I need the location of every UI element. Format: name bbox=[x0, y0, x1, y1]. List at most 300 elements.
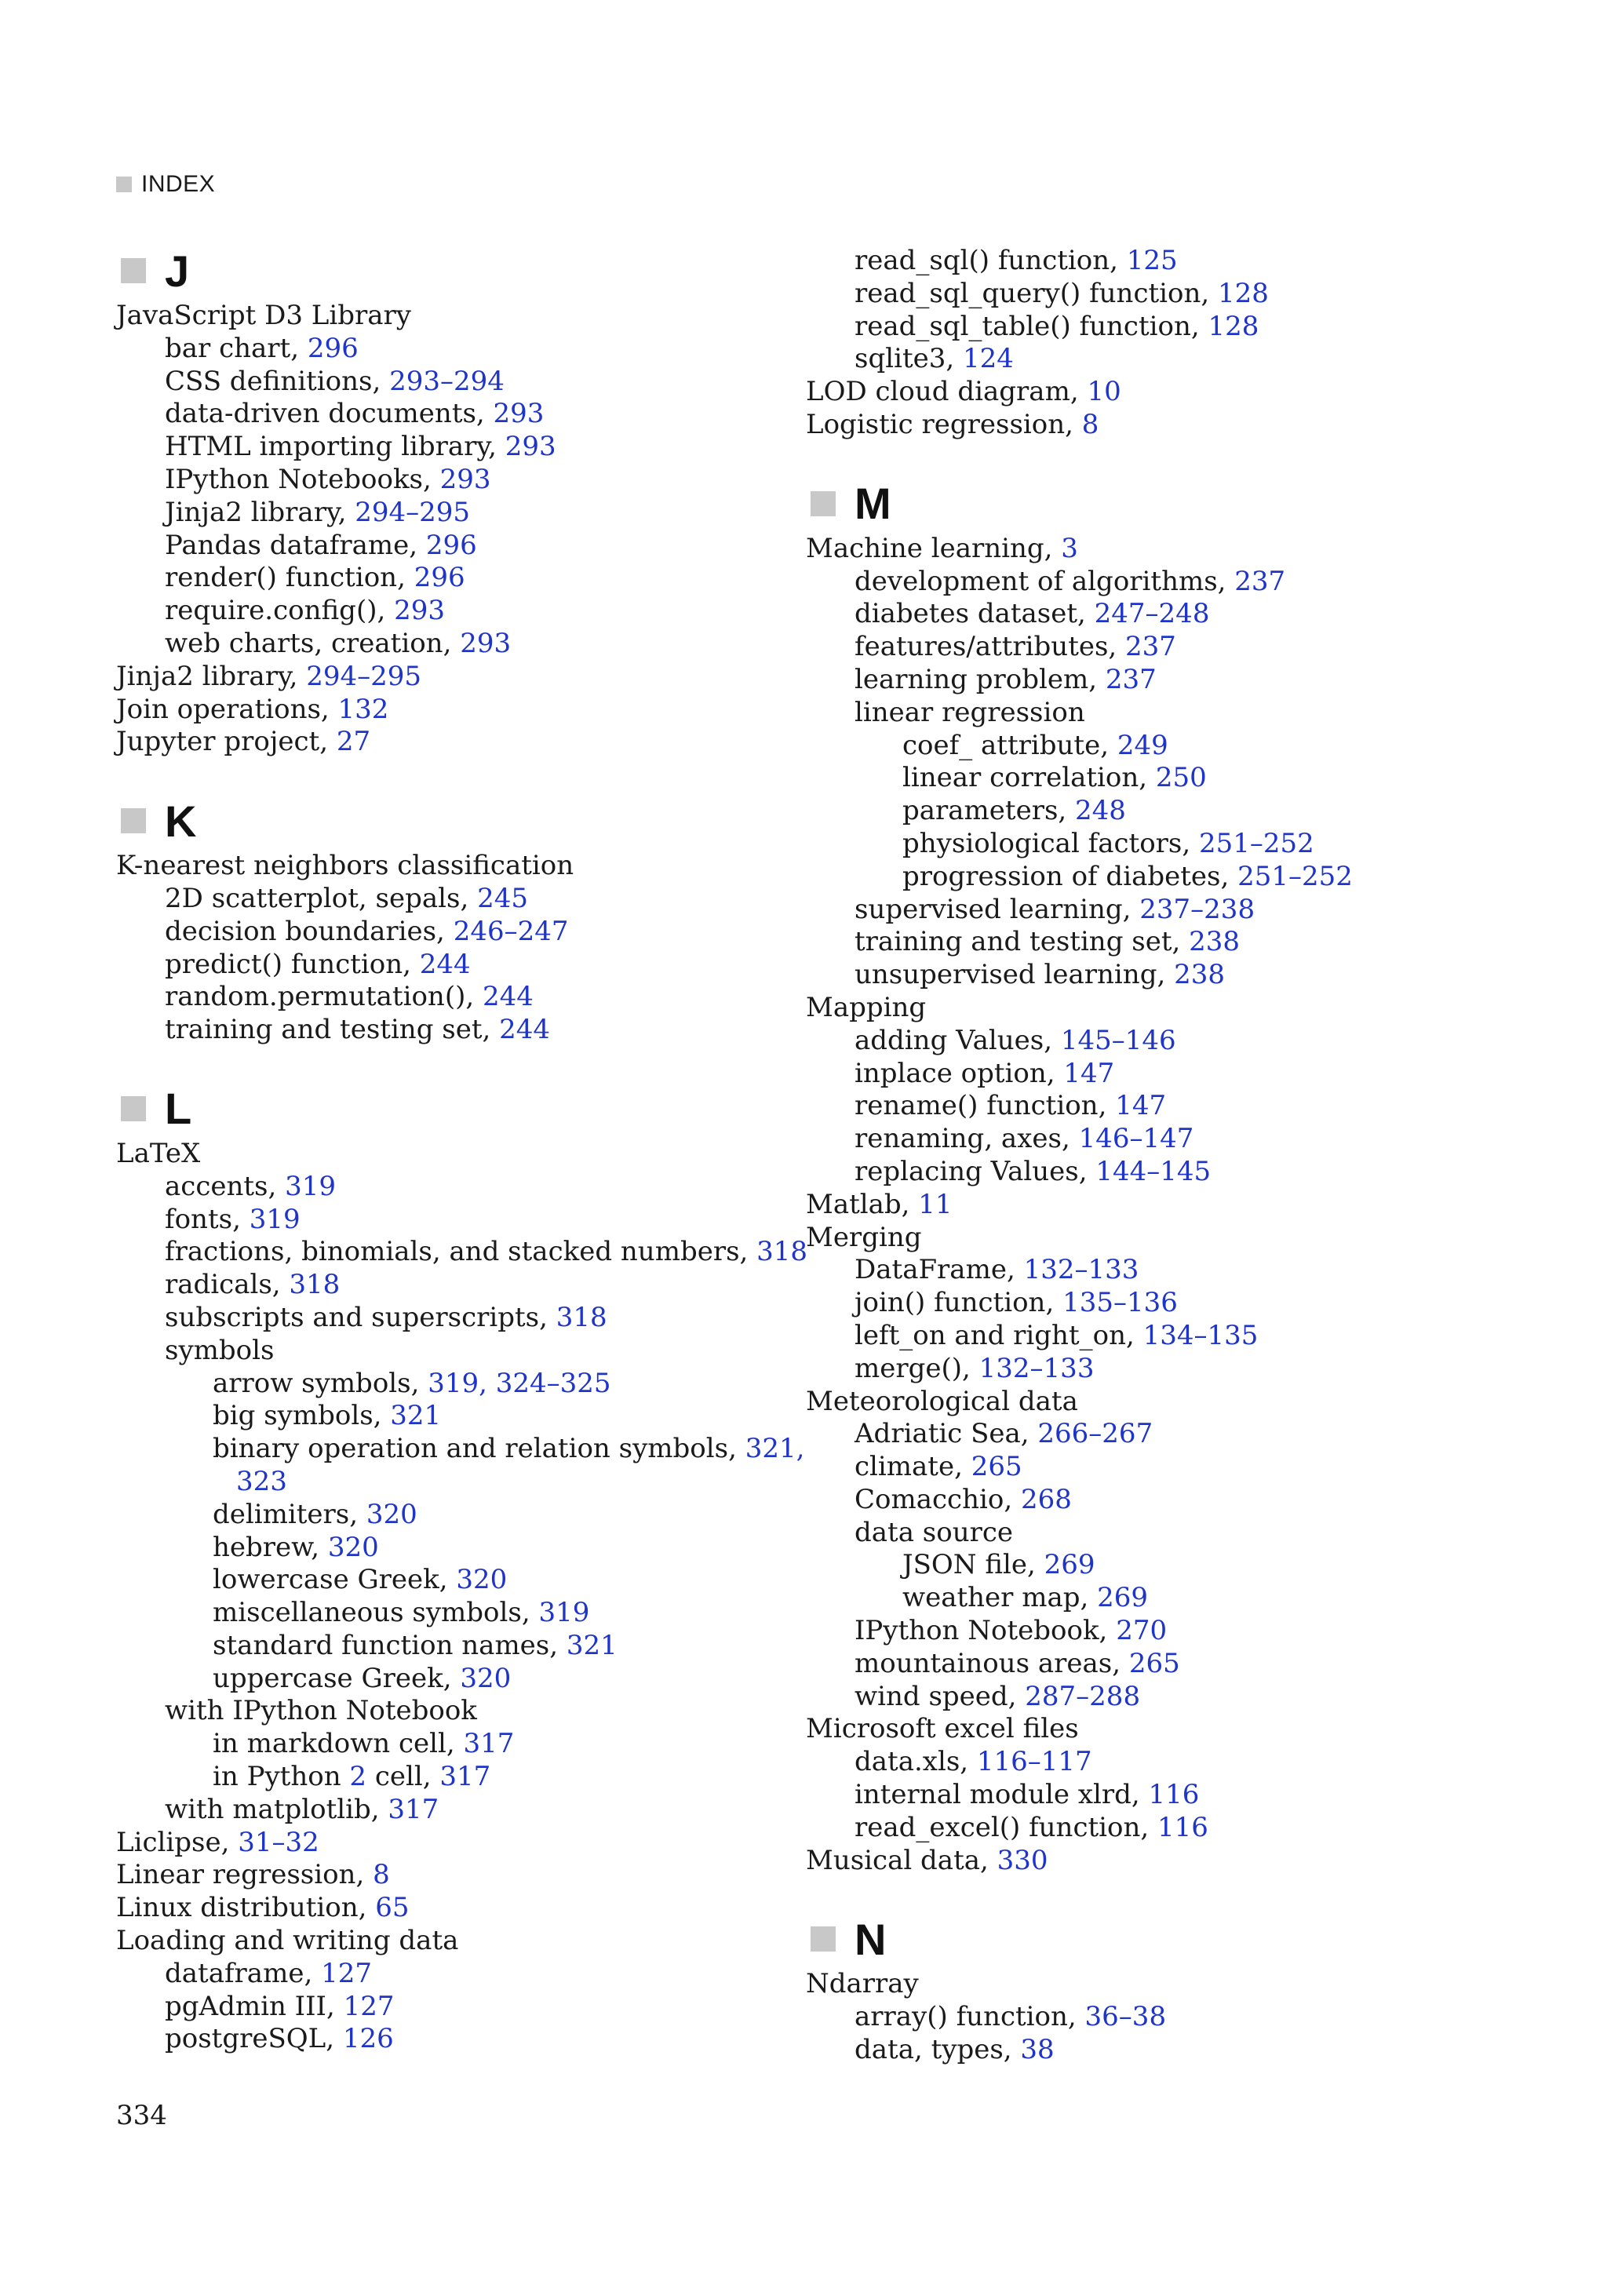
index-entry bbox=[806, 1845, 1575, 1878]
index-entry bbox=[116, 1761, 767, 1794]
entry-term: with IPython Notebook bbox=[165, 1695, 477, 1727]
index-entry bbox=[116, 1597, 767, 1630]
page-reference-link[interactable]: 317 bbox=[388, 1793, 439, 1825]
entry-term: merge(), bbox=[855, 1352, 979, 1384]
entry-term: postgreSQL, bbox=[165, 2023, 343, 2055]
page-reference-link[interactable]: 134–135 bbox=[1142, 1319, 1259, 1351]
index-entry bbox=[116, 1663, 767, 1696]
entry-term: Join operations, bbox=[116, 693, 338, 725]
index-entry bbox=[116, 1400, 767, 1433]
index-entry bbox=[806, 566, 1575, 599]
page-reference-link[interactable]: 147 bbox=[1063, 1057, 1115, 1089]
entry-term: supervised learning, bbox=[855, 893, 1140, 925]
index-entry bbox=[806, 795, 1575, 828]
entry-term: Linear regression, bbox=[116, 1859, 374, 1891]
entry-term: Loading and writing data bbox=[116, 1925, 459, 1957]
index-entry bbox=[116, 949, 767, 982]
index-entry bbox=[806, 1386, 1575, 1419]
entry-term: Matlab, bbox=[806, 1188, 919, 1220]
entry-term: in markdown cell, bbox=[213, 1728, 464, 1760]
index-entry bbox=[806, 2034, 1575, 2067]
page-reference-link[interactable]: 319 bbox=[538, 1597, 590, 1629]
entry-term: web charts, creation, bbox=[165, 627, 461, 659]
page-reference-link[interactable]: 293 bbox=[460, 627, 512, 659]
page-reference-link[interactable]: 251–252 bbox=[1198, 827, 1314, 859]
entry-term: left_on and right_on, bbox=[855, 1319, 1143, 1351]
entry-term: progression of diabetes, bbox=[902, 860, 1238, 892]
page-reference-link[interactable]: 128 bbox=[1218, 277, 1269, 309]
entry-term: inplace option, bbox=[855, 1057, 1064, 1089]
index-section-n bbox=[806, 1912, 1575, 2066]
page-reference-link[interactable]: 125 bbox=[1126, 245, 1178, 276]
entry-term: development of algorithms, bbox=[855, 565, 1235, 597]
page-reference-link[interactable]: 317 bbox=[439, 1761, 491, 1793]
entry-term: fonts, bbox=[165, 1203, 250, 1235]
entry-term: array() function, bbox=[855, 2001, 1085, 2033]
page-reference-link[interactable]: 31–32 bbox=[238, 1826, 319, 1858]
entry-term: read_excel() function, bbox=[855, 1811, 1158, 1843]
entry-term: physiological factors, bbox=[902, 827, 1199, 859]
index-entry bbox=[116, 464, 767, 497]
entry-term: rename() function, bbox=[855, 1090, 1116, 1122]
entry-term: read_sql_table() function, bbox=[855, 310, 1208, 342]
entry-term: Machine learning, bbox=[806, 532, 1062, 564]
entry-term: big symbols, bbox=[213, 1400, 391, 1432]
entry-term: JavaScript D3 Library bbox=[116, 300, 411, 331]
page-reference-link[interactable]: 266–267 bbox=[1037, 1418, 1153, 1450]
entry-term: coef_ attribute, bbox=[902, 729, 1117, 761]
page-reference-link[interactable]: 318 bbox=[289, 1269, 341, 1301]
page-reference-link[interactable]: 318 bbox=[756, 1236, 808, 1268]
page-reference-link[interactable]: 8 bbox=[1081, 408, 1099, 440]
page-reference-link[interactable]: 27 bbox=[336, 726, 371, 758]
entry-term: arrow symbols, bbox=[213, 1367, 428, 1399]
index-entry bbox=[806, 245, 1575, 278]
page-reference-link[interactable]: 2 bbox=[349, 1761, 367, 1793]
page-reference-link[interactable]: 268 bbox=[1020, 1483, 1072, 1515]
index-entry bbox=[806, 1681, 1575, 1714]
entry-term: decision boundaries, bbox=[165, 915, 454, 947]
entry-term: Pandas dataframe, bbox=[165, 529, 426, 561]
entry-term: features/attributes, bbox=[855, 631, 1126, 663]
entry-term: weather map, bbox=[902, 1582, 1098, 1614]
index-column-left bbox=[116, 243, 808, 2056]
index-entry bbox=[806, 1123, 1575, 1156]
page-reference-link[interactable]: 265 bbox=[1128, 1647, 1180, 1679]
entry-term: Jupyter project, bbox=[116, 726, 337, 758]
index-entry bbox=[806, 1156, 1575, 1189]
running-head-label: INDEX bbox=[141, 171, 216, 197]
page-reference-link[interactable]: 296 bbox=[425, 529, 477, 561]
index-entry bbox=[806, 1025, 1575, 1058]
index-entry bbox=[806, 1287, 1575, 1320]
index-entry bbox=[116, 1794, 767, 1827]
page-reference-link[interactable]: 65 bbox=[375, 1892, 410, 1924]
entry-term: learning problem, bbox=[855, 663, 1106, 695]
page-reference-link[interactable]: 247–248 bbox=[1094, 598, 1210, 630]
entry-term: Mapping bbox=[806, 991, 927, 1023]
entry-term: Linux distribution, bbox=[116, 1892, 376, 1924]
entry-term: lowercase Greek, bbox=[213, 1564, 457, 1596]
entry-term: predict() function, bbox=[165, 948, 420, 980]
page-reference-link[interactable]: 126 bbox=[342, 2023, 394, 2055]
page-reference-link[interactable]: 320 bbox=[456, 1564, 508, 1596]
page-reference-link[interactable]: 320 bbox=[460, 1662, 512, 1694]
index-entry bbox=[806, 1779, 1575, 1812]
entry-term: with matplotlib, bbox=[165, 1793, 388, 1825]
entry-term: linear correlation, bbox=[902, 762, 1156, 794]
page-reference-link[interactable]: 250 bbox=[1155, 762, 1207, 794]
page-reference-link[interactable]: 321 bbox=[390, 1400, 442, 1432]
entry-term: pgAdmin III, bbox=[165, 1990, 344, 2022]
index-entry bbox=[806, 311, 1575, 344]
page-reference-link[interactable]: 319 bbox=[249, 1203, 301, 1235]
page-reference-link[interactable]: 145–146 bbox=[1060, 1024, 1176, 1056]
index-entry bbox=[116, 530, 767, 563]
section-letter-heading bbox=[116, 1081, 767, 1136]
index-entry bbox=[116, 694, 767, 727]
index-entry bbox=[806, 1517, 1575, 1550]
entry-term: IPython Notebook, bbox=[855, 1615, 1117, 1647]
section-letter: N bbox=[855, 1914, 887, 1964]
section-letter-heading bbox=[116, 243, 767, 298]
page-reference-link[interactable]: 246–247 bbox=[453, 915, 569, 947]
page-reference-link[interactable]: 251–252 bbox=[1237, 860, 1353, 892]
page-reference-link[interactable]: 321, bbox=[745, 1433, 805, 1465]
entry-term: uppercase Greek, bbox=[213, 1662, 461, 1694]
page-number: 334 bbox=[116, 2100, 167, 2131]
section-letter: M bbox=[855, 479, 891, 529]
entry-term: Logistic regression, bbox=[806, 408, 1082, 440]
section-letter-heading bbox=[116, 793, 767, 848]
page-reference-link[interactable]: 3 bbox=[1061, 532, 1078, 564]
page-reference-link[interactable]: 11 bbox=[918, 1188, 953, 1220]
page-reference-link[interactable]: 320 bbox=[366, 1498, 417, 1530]
page-reference-link[interactable]: 36–38 bbox=[1084, 2001, 1167, 2033]
index-entry bbox=[806, 278, 1575, 311]
entry-term: DataFrame, bbox=[855, 1254, 1024, 1286]
section-letter-heading bbox=[806, 1912, 1575, 1966]
page-reference-link[interactable]: 135–136 bbox=[1062, 1287, 1178, 1319]
index-entry bbox=[116, 1958, 767, 1991]
entry-term: CSS definitions, bbox=[165, 365, 390, 397]
entry-term: 2D scatterplot, sepals, bbox=[165, 882, 478, 914]
page-reference-link[interactable]: 237 bbox=[1125, 631, 1176, 663]
index-entry bbox=[116, 562, 767, 595]
page-reference-link[interactable]: 237 bbox=[1234, 565, 1286, 597]
index-section-l bbox=[116, 1081, 808, 2056]
entry-term: training and testing set, bbox=[165, 1014, 500, 1046]
index-entry bbox=[806, 762, 1575, 795]
index-entry bbox=[116, 1433, 805, 1466]
index-entry bbox=[116, 333, 767, 366]
index-entry bbox=[806, 1222, 1575, 1255]
index-entry bbox=[806, 1582, 1575, 1615]
index-section-continued bbox=[806, 245, 1575, 442]
page-reference-link[interactable]: 319 bbox=[285, 1170, 337, 1202]
entry-term: miscellaneous symbols, bbox=[213, 1597, 539, 1629]
index-entry bbox=[116, 1532, 767, 1565]
index-entry bbox=[806, 1746, 1575, 1779]
page-reference-link[interactable]: 146–147 bbox=[1078, 1123, 1194, 1155]
index-entry bbox=[116, 726, 767, 759]
index-entry bbox=[806, 959, 1575, 992]
index-entry bbox=[806, 1254, 1575, 1287]
entry-term: Jinja2 library, bbox=[116, 660, 307, 692]
section-letter: K bbox=[165, 796, 197, 846]
index-entry bbox=[806, 1812, 1575, 1845]
page-reference-link[interactable]: 116 bbox=[1157, 1811, 1208, 1843]
index-entry bbox=[116, 1335, 767, 1368]
page-reference-link[interactable]: 132–133 bbox=[978, 1352, 1095, 1384]
index-section-m bbox=[806, 476, 1575, 1878]
entry-term: K-nearest neighbors classification bbox=[116, 850, 574, 882]
page-reference-link[interactable]: 293 bbox=[505, 431, 556, 463]
page-reference-link[interactable]: 244 bbox=[482, 981, 534, 1013]
index-entry bbox=[116, 1236, 808, 1269]
entry-term: require.config(), bbox=[165, 595, 395, 627]
page-reference-link[interactable]: 287–288 bbox=[1025, 1680, 1141, 1712]
index-entry bbox=[116, 1991, 767, 2024]
page-reference-link[interactable]: 296 bbox=[307, 332, 359, 364]
index-entry bbox=[806, 828, 1575, 861]
index-entry bbox=[116, 2023, 767, 2056]
page-reference-link[interactable]: 238 bbox=[1189, 926, 1241, 958]
page-reference-link[interactable]: 317 bbox=[463, 1728, 515, 1760]
page-reference-link[interactable]: 296 bbox=[414, 562, 465, 594]
page-reference-link[interactable]: 245 bbox=[477, 882, 528, 914]
index-entry bbox=[806, 1713, 1575, 1746]
entry-term: IPython Notebooks, bbox=[165, 463, 440, 495]
page-reference-link[interactable]: 318 bbox=[556, 1301, 607, 1333]
entry-term: HTML importing library, bbox=[165, 431, 505, 463]
entry-term: linear regression bbox=[855, 696, 1085, 728]
index-entry bbox=[116, 398, 767, 431]
index-entry bbox=[116, 1925, 767, 1958]
index-entry bbox=[116, 883, 767, 916]
square-bullet-icon bbox=[811, 1926, 836, 1952]
page-reference-link[interactable]: 270 bbox=[1116, 1615, 1168, 1647]
page-reference-link[interactable]: 293 bbox=[439, 463, 491, 495]
entry-term: data source bbox=[855, 1516, 1014, 1548]
entry-term: adding Values, bbox=[855, 1024, 1061, 1056]
index-entry bbox=[806, 376, 1575, 409]
page-reference-link[interactable]: 269 bbox=[1044, 1549, 1095, 1581]
entry-term: data.xls, bbox=[855, 1746, 977, 1778]
index-entry bbox=[116, 981, 767, 1014]
entry-term: accents, bbox=[165, 1170, 286, 1202]
index-entry bbox=[116, 916, 767, 949]
square-bullet-icon bbox=[811, 491, 836, 516]
entry-term: data, types, bbox=[855, 2034, 1021, 2066]
page-reference-link[interactable]: 293 bbox=[493, 398, 545, 430]
entry-term: LOD cloud diagram, bbox=[806, 376, 1088, 408]
index-entry bbox=[806, 1968, 1575, 2001]
entry-term-tail: cell, bbox=[366, 1761, 440, 1793]
index-entry bbox=[116, 431, 767, 464]
index-entry bbox=[116, 1302, 767, 1335]
entry-term: LaTeX bbox=[116, 1137, 201, 1169]
entry-term: Microsoft excel files bbox=[806, 1713, 1079, 1745]
page-reference-link[interactable]: 265 bbox=[971, 1451, 1022, 1483]
entry-term: fractions, binomials, and stacked numbers, bbox=[165, 1236, 757, 1268]
page-reference-link[interactable]: 10 bbox=[1087, 376, 1121, 408]
entry-term: read_sql_query() function, bbox=[855, 277, 1219, 309]
index-entry bbox=[806, 1648, 1575, 1681]
entry-term: hebrew, bbox=[213, 1531, 328, 1563]
page-reference-link[interactable]: 38 bbox=[1020, 2034, 1055, 2066]
entry-term: internal module xlrd, bbox=[855, 1779, 1149, 1811]
index-entry bbox=[116, 497, 767, 530]
entry-term: Liclipse, bbox=[116, 1826, 239, 1858]
index-entry bbox=[116, 300, 767, 333]
index-entry bbox=[806, 1353, 1575, 1386]
entry-term: sqlite3, bbox=[855, 343, 963, 375]
page-reference-link[interactable]: 132–133 bbox=[1023, 1254, 1139, 1286]
index-entry bbox=[116, 1204, 767, 1237]
page-reference-link[interactable]: 8 bbox=[373, 1859, 390, 1891]
entry-term: standard function names, bbox=[213, 1629, 567, 1661]
index-entry bbox=[806, 343, 1575, 376]
page-reference-link[interactable]: 244 bbox=[499, 1014, 551, 1046]
entry-term: dataframe, bbox=[165, 1957, 322, 1989]
index-entry bbox=[116, 1269, 767, 1302]
index-entry bbox=[116, 1859, 767, 1892]
index-entry bbox=[116, 1728, 767, 1761]
page-reference-link[interactable]: 320 bbox=[327, 1531, 379, 1563]
index-column-right bbox=[806, 245, 1575, 2067]
index-entry bbox=[116, 661, 767, 694]
page-reference-link[interactable]: 294–295 bbox=[306, 660, 422, 692]
entry-term: Meteorological data bbox=[806, 1385, 1078, 1417]
index-entry bbox=[806, 697, 1575, 730]
page-reference-link[interactable]: 144–145 bbox=[1095, 1155, 1212, 1187]
page-reference-link[interactable]: 323 bbox=[236, 1465, 287, 1497]
index-entry bbox=[116, 1695, 767, 1728]
index-entry bbox=[116, 1138, 767, 1171]
entry-term: JSON file, bbox=[902, 1549, 1044, 1581]
index-entry bbox=[806, 992, 1575, 1025]
index-entry bbox=[116, 1368, 767, 1401]
entry-term: bar chart, bbox=[165, 332, 308, 364]
section-letter-heading bbox=[806, 476, 1575, 531]
index-entry bbox=[116, 595, 767, 628]
page-reference-link[interactable]: 248 bbox=[1075, 795, 1126, 827]
page-reference-link[interactable]: 238 bbox=[1174, 959, 1225, 991]
index-entry bbox=[806, 2001, 1575, 2034]
entry-term: Merging bbox=[806, 1221, 922, 1253]
page-reference-link[interactable]: 132 bbox=[337, 693, 389, 725]
page-reference-link[interactable]: 293–294 bbox=[389, 365, 505, 397]
section-letter: L bbox=[165, 1084, 192, 1134]
index-entry bbox=[806, 1484, 1575, 1517]
index-entry bbox=[806, 926, 1575, 959]
index-entry bbox=[806, 598, 1575, 631]
page-reference-link[interactable]: 147 bbox=[1115, 1090, 1167, 1122]
page-reference-link[interactable]: 124 bbox=[963, 343, 1014, 375]
page-reference-link[interactable]: 244 bbox=[419, 948, 471, 980]
entry-term: Adriatic Sea, bbox=[855, 1418, 1038, 1450]
entry-term: read_sql() function, bbox=[855, 245, 1127, 276]
index-entry bbox=[116, 366, 767, 399]
index-entry bbox=[116, 1827, 767, 1860]
page-reference-link[interactable]: 293 bbox=[394, 595, 445, 627]
entry-term: training and testing set, bbox=[855, 926, 1190, 958]
entry-term: wind speed, bbox=[855, 1680, 1026, 1712]
entry-term: renaming, axes, bbox=[855, 1123, 1079, 1155]
index-entry bbox=[806, 1058, 1575, 1091]
entry-term: data-driven documents, bbox=[165, 398, 494, 430]
entry-term: unsupervised learning, bbox=[855, 959, 1175, 991]
entry-term: binary operation and relation symbols, bbox=[213, 1433, 745, 1465]
index-entry bbox=[806, 1451, 1575, 1484]
index-entry bbox=[806, 1549, 1575, 1582]
index-entry bbox=[806, 631, 1575, 664]
page-reference-link[interactable]: 116–117 bbox=[976, 1746, 1092, 1778]
page-reference-link[interactable]: 127 bbox=[321, 1957, 372, 1989]
page-reference-link[interactable]: 330 bbox=[997, 1844, 1048, 1876]
page-reference-link[interactable]: 116 bbox=[1148, 1779, 1200, 1811]
entry-term: render() function, bbox=[165, 562, 414, 594]
entry-term: random.permutation(), bbox=[165, 981, 483, 1013]
index-entry bbox=[116, 1171, 767, 1204]
page-reference-link[interactable]: 269 bbox=[1097, 1582, 1149, 1614]
page-reference-link[interactable]: 294–295 bbox=[355, 496, 471, 528]
index-entry bbox=[116, 1892, 767, 1925]
page-reference-link[interactable]: 249 bbox=[1117, 729, 1168, 761]
entry-term: parameters, bbox=[902, 795, 1076, 827]
square-bullet-icon bbox=[121, 1096, 146, 1121]
index-entry bbox=[116, 1564, 767, 1597]
entry-term: Jinja2 library, bbox=[165, 496, 355, 528]
square-bullet-icon bbox=[121, 258, 146, 283]
running-head bbox=[116, 171, 215, 198]
page-reference-link[interactable]: 321 bbox=[566, 1629, 618, 1661]
entry-term: symbols bbox=[165, 1334, 275, 1366]
entry-term: radicals, bbox=[165, 1269, 290, 1301]
index-entry bbox=[116, 1630, 767, 1663]
entry-term: Ndarray bbox=[806, 1968, 919, 2000]
page-reference-link[interactable]: 319, 324–325 bbox=[428, 1367, 611, 1399]
page-reference-link[interactable]: 128 bbox=[1208, 310, 1259, 342]
index-entry bbox=[116, 1014, 767, 1047]
section-letter: J bbox=[165, 246, 190, 296]
index-entry bbox=[806, 861, 1575, 894]
index-entry bbox=[806, 664, 1575, 697]
entry-term: Comacchio, bbox=[855, 1483, 1021, 1515]
index-entry bbox=[806, 1320, 1575, 1353]
index-entry bbox=[806, 1615, 1575, 1648]
page-reference-link[interactable]: 127 bbox=[343, 1990, 395, 2022]
entry-term: climate, bbox=[855, 1451, 971, 1483]
page-reference-link[interactable]: 237 bbox=[1105, 663, 1157, 695]
index-entry bbox=[806, 409, 1575, 442]
entry-term: diabetes dataset, bbox=[855, 598, 1095, 630]
entry-term: replacing Values, bbox=[855, 1155, 1096, 1187]
entry-term: mountainous areas, bbox=[855, 1647, 1129, 1679]
index-entry bbox=[806, 533, 1575, 566]
index-entry bbox=[116, 850, 767, 883]
index-entry bbox=[806, 894, 1575, 927]
entry-term: subscripts and superscripts, bbox=[165, 1301, 556, 1333]
page-reference-link[interactable]: 237–238 bbox=[1139, 893, 1255, 925]
index-entry bbox=[116, 1466, 767, 1499]
index-entry bbox=[806, 1090, 1575, 1123]
index-entry bbox=[806, 730, 1575, 763]
index-entry bbox=[806, 1418, 1575, 1451]
index-section-j bbox=[116, 243, 767, 759]
index-entry bbox=[116, 628, 767, 661]
